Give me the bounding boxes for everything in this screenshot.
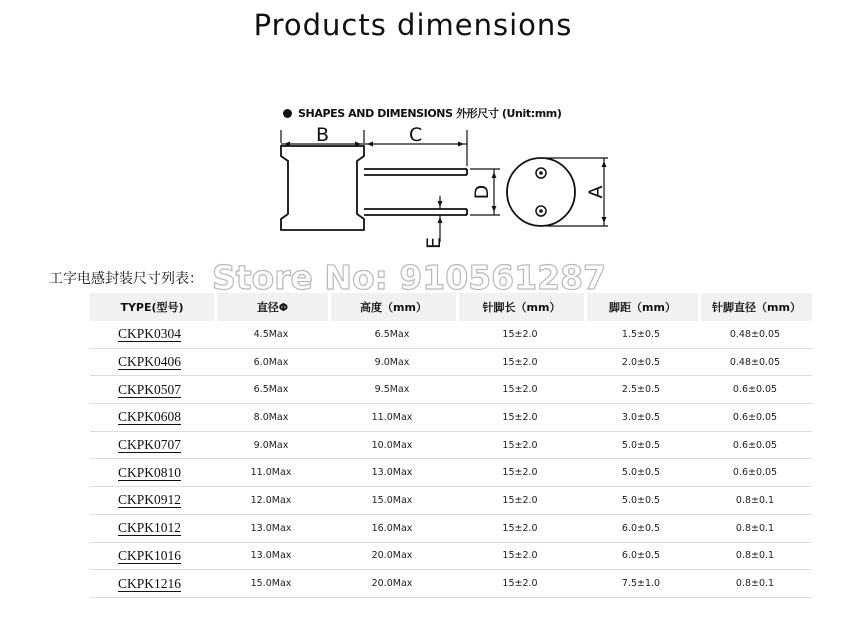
cell-diameter: 13.0Max (214, 515, 328, 543)
cell-diameter: 13.0Max (214, 543, 328, 571)
cell-pin-length: 15±2.0 (456, 515, 584, 543)
label-b: B (316, 124, 330, 146)
dimensions-table (90, 293, 812, 598)
header-pin-length: 针脚长（mm） (456, 293, 584, 321)
cell-pin-diameter: 0.48±0.05 (698, 321, 812, 349)
shapes-heading-text: SHAPES AND DIMENSIONS 外形尺寸 (Unit:mm) (298, 107, 562, 120)
cell-pin-pitch: 7.5±1.0 (584, 570, 698, 598)
table-row (90, 349, 812, 377)
cell-type: CKPK0707 (118, 437, 182, 453)
table-row (90, 543, 812, 571)
cell-pin-diameter: 0.8±0.1 (698, 543, 812, 571)
cell-diameter: 15.0Max (214, 570, 328, 598)
header-type: TYPE(型号) (90, 293, 214, 321)
cell-pin-pitch: 2.0±0.5 (584, 349, 698, 377)
table-row (90, 570, 812, 598)
cell-pin-length: 15±2.0 (456, 487, 584, 515)
bullet-icon (283, 109, 292, 118)
cell-height: 9.5Max (328, 376, 456, 404)
cell-pin-pitch: 5.0±0.5 (584, 459, 698, 487)
cell-height: 15.0Max (328, 487, 456, 515)
cell-pin-pitch: 5.0±0.5 (584, 487, 698, 515)
page-title: Products dimensions (253, 8, 573, 42)
cell-height: 6.5Max (328, 321, 456, 349)
table-row (90, 404, 812, 432)
cell-pin-pitch: 2.5±0.5 (584, 376, 698, 404)
cell-pin-diameter: 0.8±0.1 (698, 487, 812, 515)
cell-pin-pitch: 6.0±0.5 (584, 515, 698, 543)
cell-diameter: 6.5Max (214, 376, 328, 404)
cell-height: 9.0Max (328, 349, 456, 377)
store-watermark: Store No: 910561287 (212, 258, 606, 297)
cell-diameter: 8.0Max (214, 404, 328, 432)
cell-type: CKPK1016 (118, 547, 182, 563)
cell-pin-length: 15±2.0 (456, 543, 584, 571)
cell-pin-diameter: 0.6±0.05 (698, 432, 812, 460)
cell-pin-diameter: 0.8±0.1 (698, 570, 812, 598)
table-row (90, 459, 812, 487)
inductor-body-side (281, 146, 364, 230)
header-pin-diameter: 针脚直径（mm） (698, 293, 812, 321)
cell-height: 13.0Max (328, 459, 456, 487)
table-caption: 工字电感封装尺寸列表： (49, 271, 203, 287)
cell-height: 20.0Max (328, 570, 456, 598)
cell-pin-length: 15±2.0 (456, 404, 584, 432)
cell-pin-pitch: 1.5±0.5 (584, 321, 698, 349)
cell-type: CKPK0810 (118, 464, 182, 480)
cell-type: CKPK0912 (118, 492, 182, 508)
cell-height: 20.0Max (328, 543, 456, 571)
shapes-heading (283, 105, 561, 121)
label-c: C (409, 124, 423, 146)
table-row (90, 432, 812, 460)
cell-type: CKPK0608 (118, 409, 182, 425)
cell-diameter: 9.0Max (214, 432, 328, 460)
cell-type: CKPK1012 (118, 520, 182, 536)
label-e: E (423, 236, 445, 250)
table-row (90, 487, 812, 515)
cell-diameter: 4.5Max (214, 321, 328, 349)
cell-pin-length: 15±2.0 (456, 459, 584, 487)
cell-pin-pitch: 5.0±0.5 (584, 432, 698, 460)
cell-type: CKPK0406 (118, 354, 182, 370)
cell-pin-diameter: 0.48±0.05 (698, 349, 812, 377)
cell-diameter: 12.0Max (214, 487, 328, 515)
cell-pin-length: 15±2.0 (456, 349, 584, 377)
cell-pin-diameter: 0.8±0.1 (698, 515, 812, 543)
table-header-row (90, 293, 812, 321)
cell-pin-length: 15±2.0 (456, 570, 584, 598)
inductor-dimension-diagram (270, 122, 620, 256)
cell-height: 11.0Max (328, 404, 456, 432)
cell-pin-diameter: 0.6±0.05 (698, 459, 812, 487)
cell-diameter: 11.0Max (214, 459, 328, 487)
cell-type: CKPK1216 (118, 575, 182, 591)
cell-pin-pitch: 6.0±0.5 (584, 543, 698, 571)
table-row (90, 376, 812, 404)
cell-pin-pitch: 3.0±0.5 (584, 404, 698, 432)
table-row (90, 515, 812, 543)
cell-diameter: 6.0Max (214, 349, 328, 377)
cell-type: CKPK0304 (118, 326, 182, 342)
cell-height: 16.0Max (328, 515, 456, 543)
cell-pin-length: 15±2.0 (456, 321, 584, 349)
table-row (90, 321, 812, 349)
header-pin-pitch: 脚距（mm） (584, 293, 698, 321)
header-diameter: 直径Φ (214, 293, 328, 321)
cell-pin-diameter: 0.6±0.05 (698, 404, 812, 432)
cell-type: CKPK0507 (118, 381, 182, 397)
label-a: A (585, 185, 607, 199)
cell-pin-length: 15±2.0 (456, 432, 584, 460)
cell-height: 10.0Max (328, 432, 456, 460)
cell-pin-diameter: 0.6±0.05 (698, 376, 812, 404)
label-d: D (471, 184, 493, 200)
header-height: 高度（mm） (328, 293, 456, 321)
cell-pin-length: 15±2.0 (456, 376, 584, 404)
